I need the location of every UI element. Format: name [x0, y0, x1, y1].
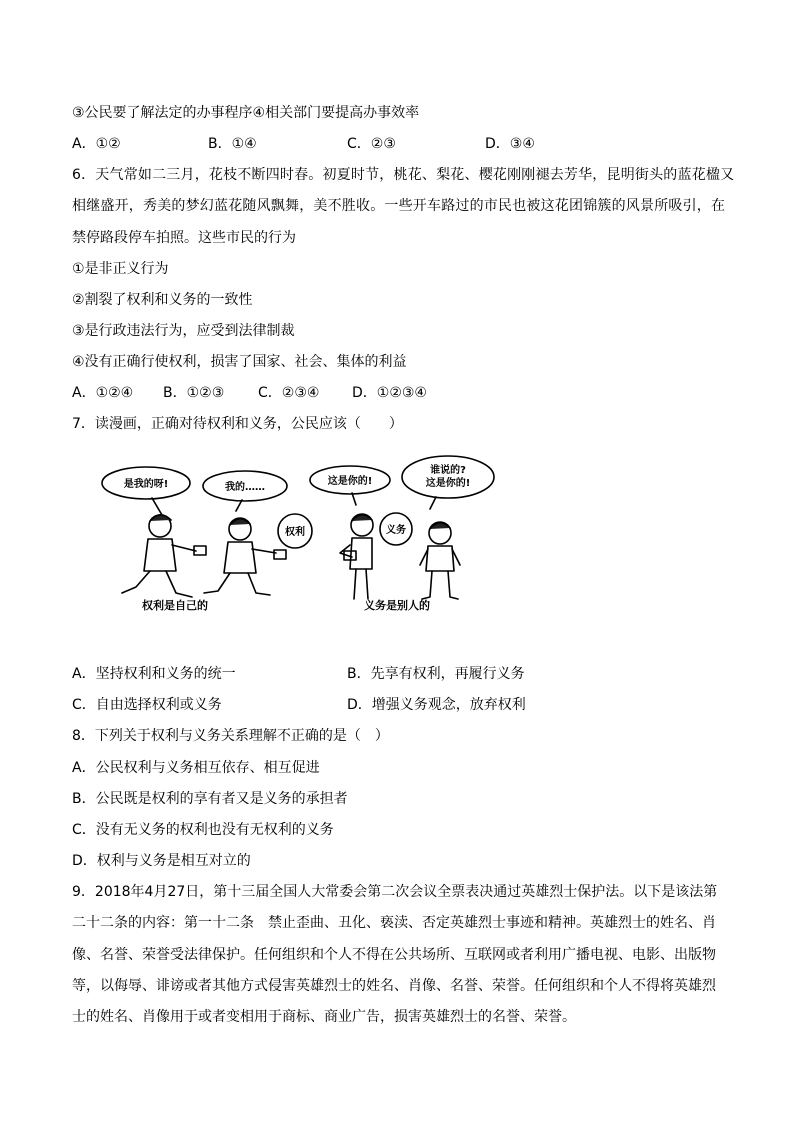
- q8-option-a: A．公民权利与义务相互依存、相互促进: [72, 760, 320, 776]
- q8-stem: 8．下列关于权利与义务关系理解不正确的是（ ）: [72, 728, 389, 744]
- q6-option-d: D．①②③④: [352, 385, 427, 401]
- bubble-1-tail: [152, 498, 162, 515]
- q7-option-d: D．增强义务观念，放弃权利: [347, 697, 526, 713]
- rights-duties-comic: [100, 453, 500, 615]
- q5-option-b: B．①④: [208, 136, 257, 152]
- q5-option-c: C．②③: [347, 136, 396, 152]
- bubble-4-text-b: 这是你的!: [425, 478, 471, 489]
- q8-option-d: D．权利与义务是相互对立的: [72, 853, 251, 869]
- bubble-3-text: 这是你的!: [327, 476, 373, 487]
- q6-option-b: B．①②③: [163, 385, 225, 401]
- bubble-4-text-a: 谁说的?: [430, 465, 466, 476]
- q6-item-4: ④没有正确行使权利，损害了国家、社会、集体的利益: [72, 354, 407, 370]
- q6-item-2: ②割裂了权利和义务的一致性: [72, 292, 253, 308]
- q7-option-a: A．坚持权利和义务的统一: [72, 666, 236, 682]
- bubble-2-text: 我的……: [225, 482, 265, 493]
- figure-running-2: [204, 518, 286, 595]
- q8-option-c: C．没有无义务的权利也没有无权利的义务: [72, 822, 334, 838]
- bubble-1-text: 是我的呀!: [123, 479, 169, 490]
- q7-stem: 7．读漫画，正确对待权利和义务，公民应该（ ）: [72, 416, 403, 432]
- q6-item-3: ③是行政违法行为，应受到法律制裁: [72, 323, 295, 339]
- q9-line-1: 9．2018年4月27日，第十三届全国人大常委会第二次会议全票表决通过英雄烈士保护法。以下是该法第: [72, 884, 718, 900]
- q6-stem-line-3: 禁停路段停车拍照。这些市民的行为: [72, 230, 296, 246]
- q6-item-1: ①是非正义行为: [72, 261, 169, 277]
- q5-stem-tail: ③公民要了解法定的办事程序④相关部门要提高办事效率: [72, 105, 420, 121]
- caption-left: 权利是自己的: [142, 599, 208, 612]
- figure-running-1: [122, 515, 206, 597]
- q6-option-a: A．①②④: [72, 385, 134, 401]
- q7-option-b: B．先享有权利，再履行义务: [347, 666, 525, 682]
- caption-right: 义务是别人的: [364, 599, 430, 612]
- q5-option-a: A．①②: [72, 136, 121, 152]
- bubble-3-tail: [352, 493, 356, 505]
- q9-line-2: 二十二条的内容：第一十二条 禁止歪曲、丑化、亵渎、否定英雄烈士事迹和精神。英雄烈士的姓名、肖: [72, 915, 716, 931]
- q5-option-d: D．③④: [485, 136, 535, 152]
- q6-stem-line-1: 6．天气常如二三月，花枝不断四时春。初夏时节，桃花、梨花、樱花刚刚褪去芳华，昆明街头的蓝花楹又: [72, 167, 735, 183]
- q9-line-4: 等，以侮辱、诽谤或者其他方式侵害英雄烈士的姓名、肖像、名誉、荣誉。任何组织和个人不得将英雄烈: [72, 978, 716, 994]
- bubble-4-shape: [402, 456, 494, 498]
- q9-line-5: 士的姓名、肖像用于或者变相用于商标、商业广告，损害英雄烈士的名誉、荣誉。: [72, 1009, 576, 1025]
- q9-line-3: 像、名誉、荣誉受法律保护。任何组织和个人不得在公共场所、互联网或者利用广播电视、电影、出版物: [72, 947, 716, 963]
- duty-tag-text: 义务: [386, 525, 406, 536]
- figure-standing-3: [340, 514, 373, 599]
- q6-option-c: C．②③④: [258, 385, 320, 401]
- rights-tag-text: 权利: [285, 527, 305, 538]
- bubble-4-tail: [430, 497, 436, 509]
- q6-stem-line-2: 相继盛开，秀美的梦幻蓝花随风飘舞，美不胜收。一些开车路过的市民也被这花团锦簇的风景所吸引，在: [72, 198, 726, 214]
- q8-option-b: B．公民既是权利的享有者又是义务的承担者: [72, 791, 348, 807]
- q7-option-c: C．自由选择权利或义务: [72, 697, 222, 713]
- figure-standing-4: [420, 522, 460, 599]
